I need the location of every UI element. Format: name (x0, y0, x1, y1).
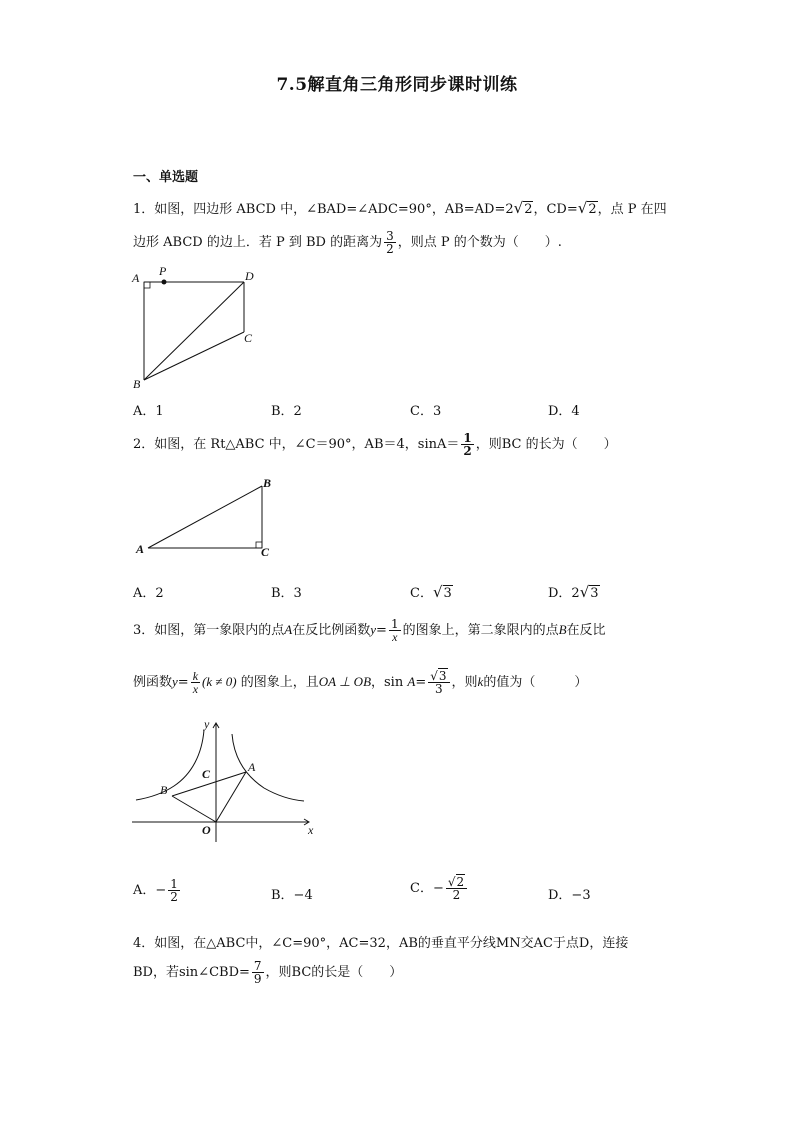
q2-figure (134, 474, 284, 564)
q1-label-p: P (159, 264, 167, 278)
q3-line2: 例函数y= $\frac{k}{x}$ (k ≠ 0) 的图象上，且OA ⊥ OB，sin A= $\frac{√3}{3}$ ，则k的值为（ ） (133, 669, 588, 696)
q3-label-a: A (248, 760, 256, 774)
q2-fraction: $\frac{1}{2}$ (463, 431, 472, 458)
q4-fraction: $\frac{7}{9}$ (253, 959, 262, 986)
q1-text-d: 边形 ABCD 的边上．若 P 到 BD 的距离为 (133, 235, 383, 250)
q1-option-c[interactable]: C．3 (410, 404, 442, 419)
q1-label-c: C (244, 331, 253, 345)
q3-label-b: B (160, 783, 168, 797)
section-heading: 一、单选题 (133, 170, 199, 185)
q1-line1 (133, 198, 667, 217)
q3-line1: 3．如图，第一象限内的点A在反比例函数y= $\frac{1}{x}$ 的图象上，第二象限内的点B在反比 (133, 617, 606, 644)
q1-text-a: 1．如图，四边形 ABCD 中，∠BAD=∠ADC=90°，AB=AD=2 (133, 202, 514, 217)
q3-label-o: O (202, 823, 211, 837)
q3-label-y: y (204, 717, 210, 731)
q2-label-b: B (263, 476, 272, 490)
q1-label-b: B (133, 377, 141, 391)
q3-fraction-1: $\frac{1}{x}$ (390, 617, 399, 644)
q3-figure (128, 714, 328, 844)
q1-text-e: ，则点 P 的个数为（ ）. (397, 235, 562, 250)
q3-label-x: x (308, 823, 314, 837)
q2-option-b[interactable]: B．3 (271, 586, 302, 601)
q3-fraction-3: $\frac{√3}{3}$ (428, 670, 449, 695)
q2-text-b: ，则BC 的长为（ ） (475, 437, 617, 452)
q3-option-c[interactable]: C．− $\frac{√2}{2}$ (410, 876, 469, 901)
q1-point-p (162, 280, 167, 285)
q1-sqrt-1: √2 (513, 199, 533, 217)
q1-text-c: ，点 P 在四 (597, 202, 667, 217)
q3-label-c: C (202, 767, 211, 781)
q1-label-d: D (245, 269, 254, 283)
q1-figure (128, 264, 268, 394)
q3-option-b[interactable]: B．−4 (271, 888, 313, 903)
q1-fraction: $\frac{3}{2}$ (386, 229, 394, 256)
q1-sqrt-2: √2 (577, 199, 597, 217)
q1-option-d[interactable]: D．4 (548, 404, 580, 419)
q2-option-a[interactable]: A．2 (133, 586, 164, 601)
q2-label-c: C (261, 545, 270, 559)
q3-option-a[interactable]: A．− $\frac{1}{2}$ (133, 877, 178, 904)
q2-label-a: A (136, 542, 145, 556)
q1-text-b: ，CD= (533, 202, 578, 217)
q2-option-c[interactable]: C．√3 (410, 583, 452, 601)
q1-option-b[interactable]: B．2 (271, 404, 302, 419)
q3-option-d[interactable]: D．−3 (548, 888, 591, 903)
page-title: 7.5解直角三角形同步课时训练 (276, 75, 518, 95)
q1-label-a: A (132, 271, 140, 285)
q4-line2: BD，若sin∠CBD= $\frac{7}{9}$ ，则BC的长是（ ） (133, 959, 403, 986)
q2-option-d[interactable]: D．2√3 (548, 583, 599, 601)
q4-line1: 4．如图，在△ABC中，∠C=90°，AC=32，AB的垂直平分线MN交AC于点D，连接 (133, 936, 629, 951)
q1-option-a[interactable]: A．1 (133, 404, 164, 419)
q1-line2 (133, 230, 562, 255)
q2-line (133, 432, 617, 457)
q2-text-a: 2．如图，在 Rt△ABC 中，∠C＝90°，AB＝4，sinA＝ (133, 437, 460, 452)
q3-fraction-2: $\frac{k}{x}$ (192, 669, 199, 696)
